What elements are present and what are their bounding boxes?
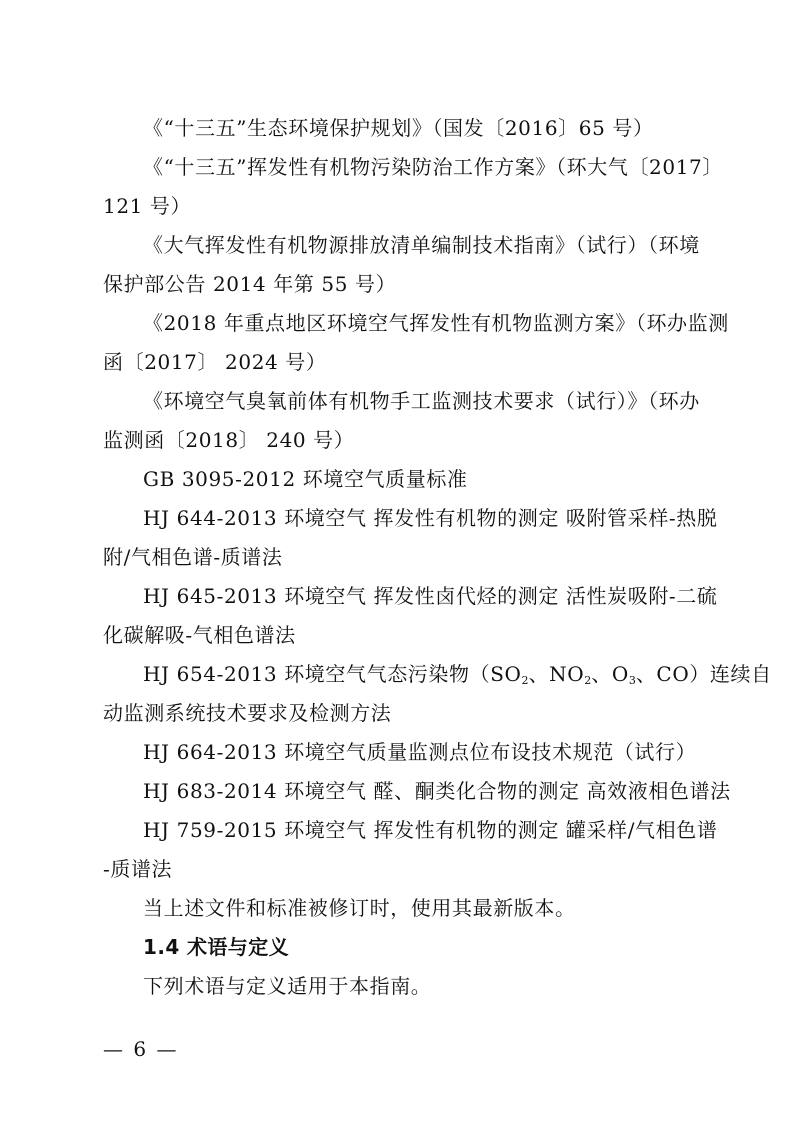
ref-line-continued: 121 号） [103,194,192,218]
ref-line: 《环境空气臭氧前体有机物手工监测技术要求（试行）》（环办 [143,389,700,413]
ref-line: 《“十三五”挥发性有机物污染防治工作方案》（环大气〔2017〕 [143,155,723,179]
hj654-mid: 、NO [528,662,585,686]
standard-line-hj654 [143,661,772,694]
ref-line-continued: 函〔2017〕 2024 号） [103,350,327,374]
standard-line-continued: -质谱法 [103,857,173,881]
hj654-suffix: 、CO）连续自 [635,662,772,686]
ref-line-continued: 保护部公告 2014 年第 55 号） [103,272,397,296]
subscript: 3 [628,674,636,687]
section-heading: 1.4 术语与定义 [143,935,289,959]
standard-line: HJ 645-2013 环境空气 挥发性卤代烃的测定 活性炭吸附-二硫 [143,584,718,608]
ref-line: 《大气挥发性有机物源排放清单编制技术指南》（试行）（环境 [143,233,700,257]
standard-line: HJ 644-2013 环境空气 挥发性有机物的测定 吸附管采样-热脱 [143,506,718,530]
hj654-mid: 、O [591,662,629,686]
subscript: 2 [584,674,592,687]
standard-line-continued: 附/气相色谱-质谱法 [103,545,283,569]
standard-line-continued: 化碳解吸-气相色谱法 [103,623,296,647]
section-intro: 下列术语与定义适用于本指南。 [143,974,432,998]
standard-line: HJ 759-2015 环境空气 挥发性有机物的测定 罐采样/气相色谱 [143,818,718,842]
page-number: — 6 — [103,1037,179,1061]
hj654-prefix: HJ 654-2013 环境空气气态污染物（SO [143,662,522,686]
standard-line: HJ 683-2014 环境空气 醛、酮类化合物的测定 高效液相色谱法 [143,779,731,803]
ref-line-continued: 监测函〔2018〕 240 号） [103,428,355,452]
standard-line: HJ 664-2013 环境空气质量监测点位布设技术规范（试行） [143,740,697,764]
standard-line-continued: 动监测系统技术要求及检测方法 [103,701,392,725]
subscript: 2 [521,674,529,687]
revision-note: 当上述文件和标准被修订时，使用其最新版本。 [143,896,576,920]
ref-line: 《“十三五”生态环境保护规划》（国发〔2016〕65 号） [143,116,654,140]
ref-line: 《2018 年重点地区环境空气挥发性有机物监测方案》（环办监测 [143,311,729,335]
standard-line: GB 3095-2012 环境空气质量标准 [143,467,468,491]
